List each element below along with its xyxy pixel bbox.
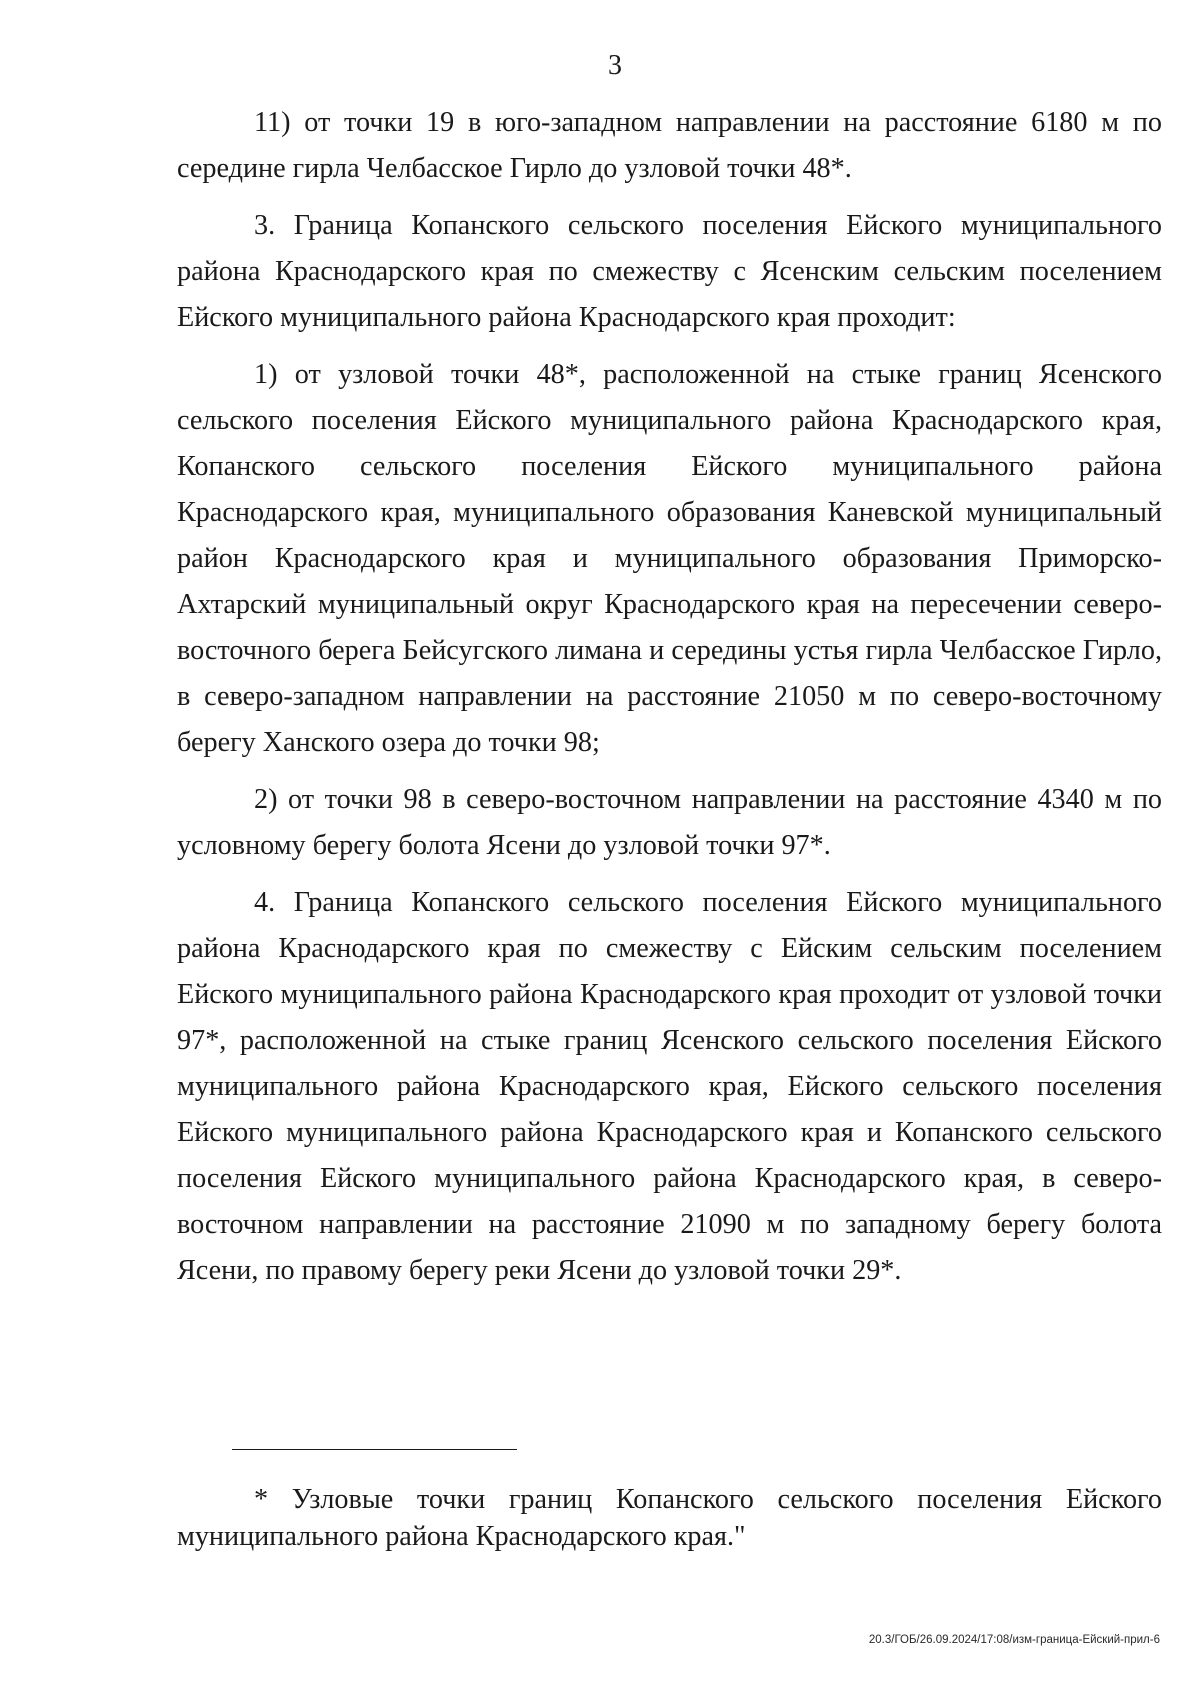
footnote: * Узловые точки границ Копанского сельского поселения Ейского муниципального района Краснодарского края." (177, 1484, 1162, 1552)
document-body (177, 100, 1162, 1305)
page-number: 3 (608, 50, 622, 81)
footnote-divider (232, 1449, 517, 1450)
paragraph-item-1: 1) от узловой точки 48*, расположенной на стыке границ Ясенского сельского поселения Ейского муниципального района Краснодарского края, Копанского сельского поселения Ейского муниципального района Краснодарского края, муниципального образования Каневской муниципальный район Краснодарского края и муниципального образования Приморско-Ахтарский муниципальный округ Краснодарского края на пересечении северо-восточного берега Бейсугского лимана и середины устья гирла Челбасское Гирло, в северо-западном направлении на расстояние 21050 м по северо-восточному берегу Ханского озера до точки 98; (177, 359, 1162, 758)
paragraph-section-3: 3. Граница Копанского сельского поселения Ейского муниципального района Краснодарского края по смежеству с Ясенским сельским поселением Ейского муниципального района Краснодарского края проходит: (177, 210, 1162, 333)
paragraph-item-11: 11) от точки 19 в юго-западном направлении на расстояние 6180 м по середине гирла Челбасское Гирло до узловой точки 48*. (177, 107, 1162, 184)
document-code: 20.3/ГОБ/26.09.2024/17:08/изм-граница-Ейский-прил-6 (868, 1634, 1160, 1646)
paragraph-section-4: 4. Граница Копанского сельского поселения Ейского муниципального района Краснодарского края по смежеству с Ейским сельским поселением Ейского муниципального района Краснодарского края проходит от узловой точки 97*, расположенной на стыке границ Ясенского сельского поселения Ейского муниципального района Краснодарского края, Ейского сельского поселения Ейского муниципального района Краснодарского края и Копанского сельского поселения Ейского муниципального района Краснодарского края, в северо-восточном направлении на расстояние 21090 м по западному берегу болота Ясени, по правому берегу реки Ясени до узловой точки 29*. (177, 887, 1162, 1286)
paragraph-item-2: 2) от точки 98 в северо-восточном направлении на расстояние 4340 м по условному берегу болота Ясени до узловой точки 97*. (177, 784, 1162, 861)
